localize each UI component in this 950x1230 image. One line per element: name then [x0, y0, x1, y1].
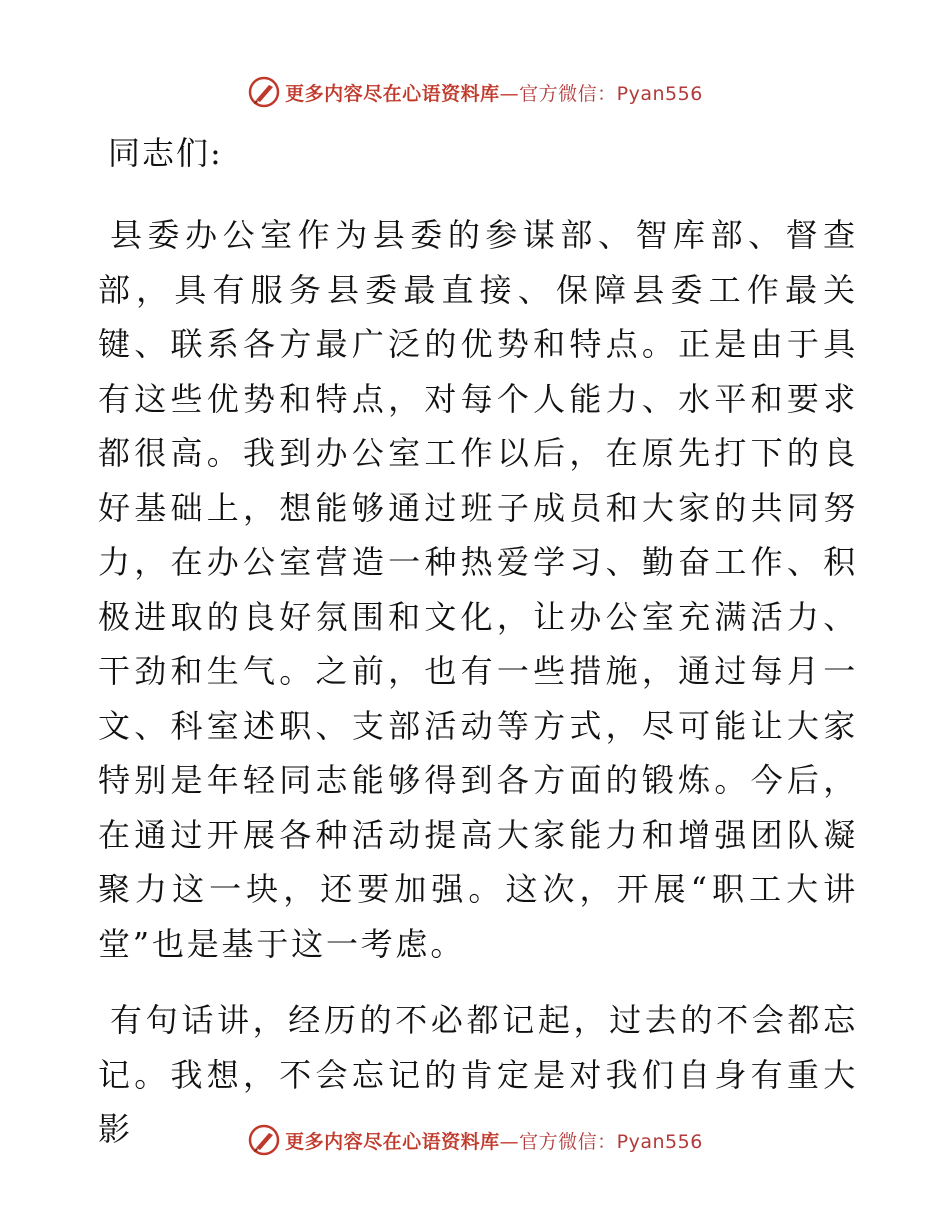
banner-dash: —	[499, 1130, 520, 1153]
banner-wechat-text: 官方微信：Pyan556	[519, 82, 703, 105]
paragraph-1: 县委办公室作为县委的参谋部、智库部、督查部，具有服务县委最直接、保障县委工作最关键、联系各方最广泛的优势和特点。正是由于具有这些优势和特点，对每个人能力、水平和要求都很高。我到办公室工作以后，在原先打下的良好基础上，想能够通过班子成员和大家的共同努力，在办公室营造一种热爱学习、勤奋工作、积极进取的良好氛围和文化，让办公室充满活力、干劲和生气。之前，也有一些措施，通过每月一文、科室述职、支部活动等方式，尽可能让大家特别是年轻同志能够得到各方面的锻炼。今后，在通过开展各种活动提高大家能力和增强团队凝聚力这一块，还要加强。这次，开展“职工大讲堂”也是基于这一考虑。	[98, 216, 858, 963]
banner-dash: —	[499, 82, 520, 105]
greeting: 同志们:	[108, 134, 223, 172]
document-body	[98, 122, 858, 1157]
paragraph-2: 有句话讲，经历的不必都记起，过去的不会都忘记。我想，不会忘记的肯定是对我们自身有重大影	[98, 1001, 858, 1148]
quill-pen-logo-icon	[247, 1123, 281, 1157]
footer-banner	[0, 1120, 950, 1160]
quill-pen-logo-icon	[247, 75, 281, 109]
banner-wechat-text: 官方微信：Pyan556	[519, 1130, 703, 1153]
banner-brand-text: 更多内容尽在心语资料库	[285, 82, 500, 105]
header-banner	[0, 72, 950, 112]
banner-brand-text: 更多内容尽在心语资料库	[285, 1130, 500, 1153]
